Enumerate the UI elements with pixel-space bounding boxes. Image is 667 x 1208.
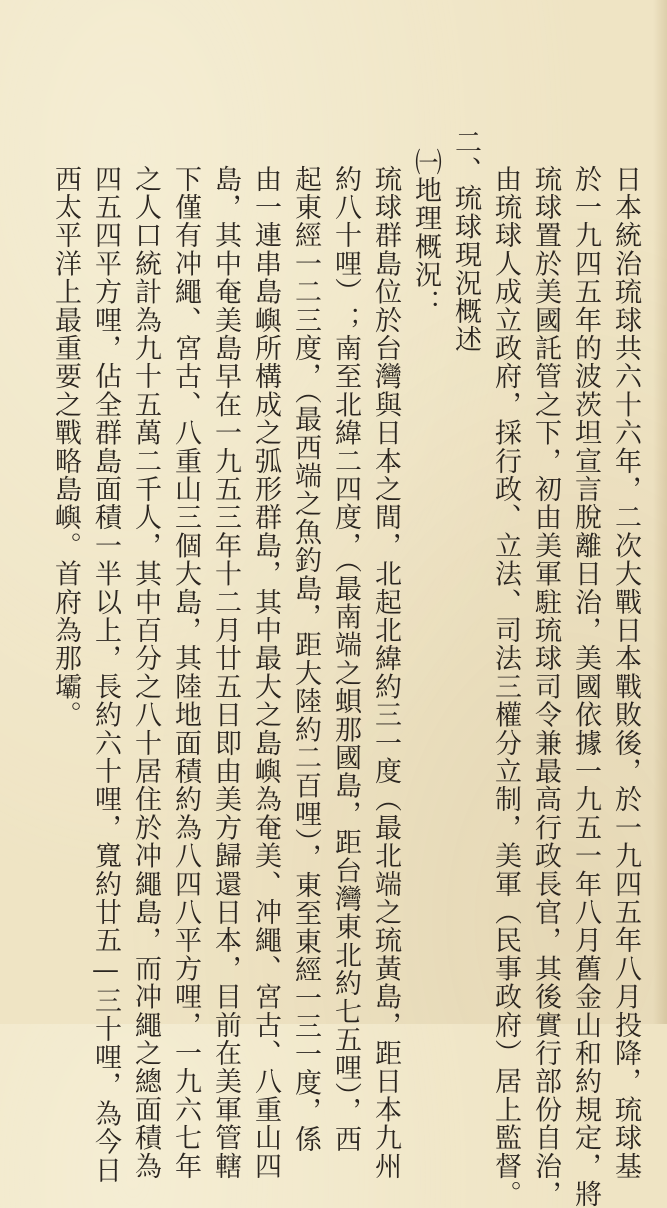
text-column-2: 於一九四五年的波茨坦宣言脫離日治，美國依據一九五一年八月舊金山和約規定，將 bbox=[570, 165, 601, 1208]
text-column-9: 起東經一二三度，（最西端之魚釣島，距大陸約二百哩），東至東經一三一度，係 bbox=[290, 165, 321, 1154]
subsection-heading: ㈠地理概況： bbox=[410, 148, 441, 318]
text-column-1: 日本統治琉球共六十六年，二次大戰日本戰敗後，於一九四五年八月投降，琉球基 bbox=[610, 165, 641, 1181]
text-column-13: 之人口統計為九十五萬二千人，其中百分之八十居住於冲繩島，而冲繩之總面積為 bbox=[130, 165, 161, 1181]
text-column-7: 琉球群島位於台灣與日本之間，北起北緯約三一度（最北端之琉黃島，距日本九州 bbox=[370, 165, 401, 1181]
page-edge-shadow bbox=[653, 0, 667, 1024]
text-column-10: 由一連串島嶼所構成之弧形群島，其中最大之島嶼為奄美、冲繩、宮古、八重山四 bbox=[250, 165, 281, 1181]
text-column-11: 島，其中奄美島早在一九五三年十二月廿五日即由美方歸還日本，目前在美軍管轄 bbox=[210, 165, 241, 1181]
text-column-3: 琉球置於美國託管之下，初由美軍駐琉球司令兼最高行政長官，其後實行部份自治， bbox=[530, 165, 561, 1208]
text-column-14: 四五四平方哩，佔全群島面積一半以上，長約六十哩，寬約廿五—三十哩，為今日 bbox=[90, 165, 121, 1185]
text-column-15: 西太平洋上最重要之戰略島嶼。首府為那壩。 bbox=[50, 165, 81, 729]
text-column-12: 下僅有冲繩、宮古、八重山三個大島，其陸地面積約為八四八平方哩，一九六七年 bbox=[170, 165, 201, 1181]
section-heading: 二、琉球現況概述 bbox=[450, 128, 481, 354]
text-column-4: 由琉球人成立政府，採行政、立法、司法三權分立制，美軍（民事政府）居上監督。 bbox=[490, 165, 521, 1208]
text-column-8: 約八十哩）；南至北緯二四度，（最南端之蛽那國島，距台灣東北約七五哩），西 bbox=[330, 165, 361, 1154]
